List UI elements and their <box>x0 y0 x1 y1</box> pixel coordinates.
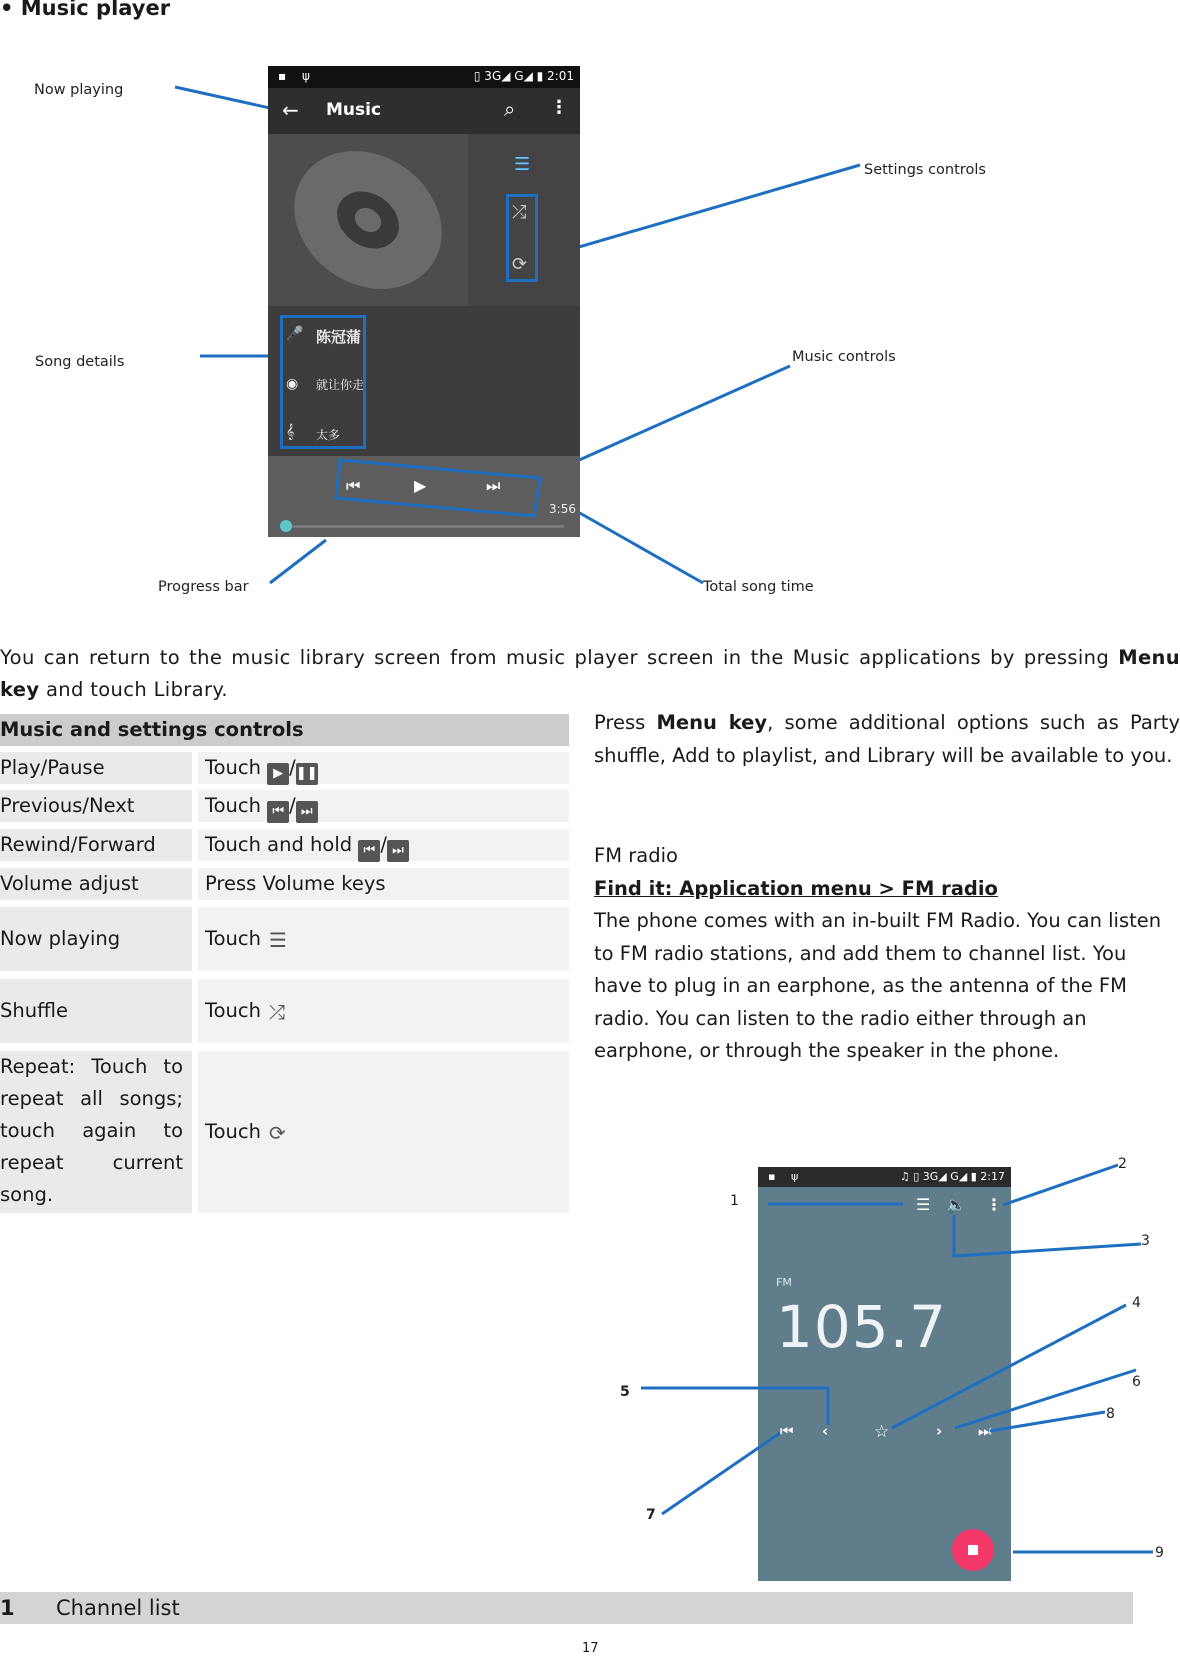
row-label-now-playing: Now playing <box>0 907 192 971</box>
play-icon[interactable]: ▶ <box>414 476 427 495</box>
row-label-play-pause: Play/Pause <box>0 752 192 784</box>
label-now-playing: Now playing <box>34 82 124 98</box>
table-header: Music and settings controls <box>0 714 569 746</box>
action-text: Touch and hold <box>205 833 353 856</box>
label-settings-controls: Settings controls <box>864 162 986 178</box>
shuffle-icon[interactable]: ⤮ <box>512 202 527 223</box>
row-action-now-playing <box>198 907 569 971</box>
row-number: 1 <box>0 1596 15 1620</box>
song-details <box>268 306 580 456</box>
action-text: Touch <box>205 999 261 1022</box>
callout-number-9: 9 <box>1155 1545 1164 1561</box>
album-icon: ◉ <box>286 376 299 392</box>
callout-number-7: 7 <box>646 1507 656 1523</box>
intro-tail: and touch Library. <box>39 678 228 701</box>
label-progress-bar: Progress bar <box>158 579 249 595</box>
artist-name: 陈冠蒲 <box>316 328 362 346</box>
intro-menu-key: Menu key <box>0 646 1180 701</box>
now-playing-list-icon[interactable]: ☰ <box>514 154 531 175</box>
app-bar <box>268 88 580 134</box>
callout-number-5: 5 <box>620 1384 630 1400</box>
channel-list-icon[interactable]: ☰ <box>916 1195 931 1214</box>
music-controls-highlight <box>268 456 580 537</box>
status-bar <box>268 66 580 88</box>
channel-list-row <box>0 1592 1133 1624</box>
playback-bar <box>268 456 580 537</box>
seek-previous-icon[interactable]: ⏮ <box>780 1422 794 1440</box>
section-heading: • Music player <box>0 0 170 20</box>
press-word: Press <box>594 711 646 734</box>
status-bar-left-icons: ▪ ψ <box>278 69 316 83</box>
row-action-previous-next <box>198 790 569 822</box>
forward-icon: ⏭ <box>387 840 409 862</box>
fm-label: FM <box>776 1276 792 1289</box>
list-icon: ☰ <box>268 928 287 952</box>
row-action-rewind-forward <box>198 829 569 861</box>
callout-number-6: 6 <box>1132 1374 1141 1390</box>
repeat-icon: ⟳ <box>268 1121 286 1145</box>
seek-next-icon[interactable]: ⏭ <box>978 1422 992 1440</box>
album-art <box>268 134 468 306</box>
step-up-icon[interactable]: › <box>936 1422 943 1440</box>
action-text: Touch <box>205 1120 261 1143</box>
play-icon: ▶ <box>267 763 289 785</box>
total-song-time: 3:56 <box>549 502 576 516</box>
action-text: Touch <box>205 927 261 950</box>
section-heading-text: Music player <box>20 0 171 20</box>
back-arrow-icon[interactable]: ← <box>282 98 299 122</box>
row-label-previous-next: Previous/Next <box>0 790 192 822</box>
row-action-repeat <box>198 1051 569 1213</box>
overflow-menu-icon[interactable]: ⋮ <box>986 1195 1002 1214</box>
callout-number-3: 3 <box>1141 1233 1150 1249</box>
pause-icon: ❚❚ <box>296 763 318 785</box>
row-label-volume-adjust: Volume adjust <box>0 868 192 900</box>
music-player-screenshot <box>268 66 580 537</box>
frequency-display: 105.7 <box>776 1293 948 1361</box>
label-song-details: Song details <box>35 354 125 370</box>
row-action-volume-adjust: Press Volume keys <box>198 868 569 900</box>
row-label-shuffle: Shuffle <box>0 979 192 1043</box>
song-title: 太多 <box>316 428 341 442</box>
callout-number-8: 8 <box>1106 1406 1115 1422</box>
row-label-repeat: Repeat: Touch to repeat all songs; touch again to repeat current song. <box>0 1051 192 1213</box>
rewind-icon: ⏮ <box>358 840 380 862</box>
menu-key-paragraph <box>594 707 1180 772</box>
menu-key-bold: Menu key <box>656 711 768 734</box>
separator: / <box>380 833 387 856</box>
music-note-icon: 𝄞 <box>286 424 295 440</box>
find-it-path: Find it: Application menu > FM radio <box>594 877 998 900</box>
repeat-icon[interactable]: ⟳ <box>512 254 528 275</box>
label-total-song-time: Total song time <box>703 579 814 595</box>
press-rest: , some additional options such as Party shuffle, Add to playlist, and Library will be available to you. <box>594 711 1180 767</box>
next-icon: ⏭ <box>296 801 318 823</box>
album-name: 就让你走 <box>316 378 365 392</box>
callout-number-1: 1 <box>730 1193 739 1209</box>
favorite-star-icon[interactable]: ☆ <box>874 1422 890 1442</box>
search-icon[interactable]: ⌕ <box>504 97 516 121</box>
figure1-callout-lines <box>0 0 1180 620</box>
callout-number-4: 4 <box>1132 1295 1141 1311</box>
page-number: 17 <box>582 1641 599 1656</box>
label-music-controls: Music controls <box>792 349 896 365</box>
step-down-icon[interactable]: ‹ <box>822 1422 829 1440</box>
status-bar-left-icons: ▪ ψ <box>768 1170 805 1183</box>
settings-controls-column <box>468 134 580 306</box>
overflow-menu-icon[interactable]: ⋮ <box>550 97 568 118</box>
settings-controls-highlight <box>506 194 538 282</box>
fm-radio-description: The phone comes with an in-built FM Radio. You can listen to FM radio stations, and add them to channel list. You have to plug in an earphone, as the antenna of the FM radio. You can listen to the radio either through an earphone, or through the speaker in the phone. <box>594 909 1162 1062</box>
row-action-play-pause <box>198 752 569 784</box>
status-bar-right-icons: ♫ ▯ 3G◢ G◢ ▮ 2:17 <box>899 1170 1005 1183</box>
action-text: Touch <box>205 794 261 817</box>
intro-paragraph <box>0 642 1180 706</box>
row-label-rewind-forward: Rewind/Forward <box>0 829 192 861</box>
previous-track-icon[interactable]: ⏮ <box>346 476 361 495</box>
song-details-highlight <box>280 315 366 449</box>
separator: / <box>289 756 296 779</box>
app-title: Music <box>326 100 382 120</box>
figure2-callout-lines <box>600 1150 1180 1570</box>
microphone-icon: 🎤 <box>286 326 304 342</box>
next-track-icon[interactable]: ⏭ <box>486 476 501 495</box>
row-action-shuffle <box>198 979 569 1043</box>
status-bar-right-icons: ▯ 3G◢ G◢ ▮ 2:01 <box>473 69 574 83</box>
intro-lead: You can return to the music library screen from music player screen in the Music applications by pressing <box>0 646 1110 669</box>
audio-output-icon[interactable]: 🔈 <box>946 1195 966 1214</box>
action-text: Touch <box>205 756 261 779</box>
fm-radio-title: FM radio <box>594 844 678 867</box>
callout-number-2: 2 <box>1118 1156 1127 1172</box>
previous-icon: ⏮ <box>267 801 289 823</box>
separator: / <box>289 794 296 817</box>
shuffle-icon: ⤮ <box>268 1000 285 1024</box>
row-text: Channel list <box>56 1596 180 1620</box>
vinyl-disc-icon <box>268 134 468 306</box>
